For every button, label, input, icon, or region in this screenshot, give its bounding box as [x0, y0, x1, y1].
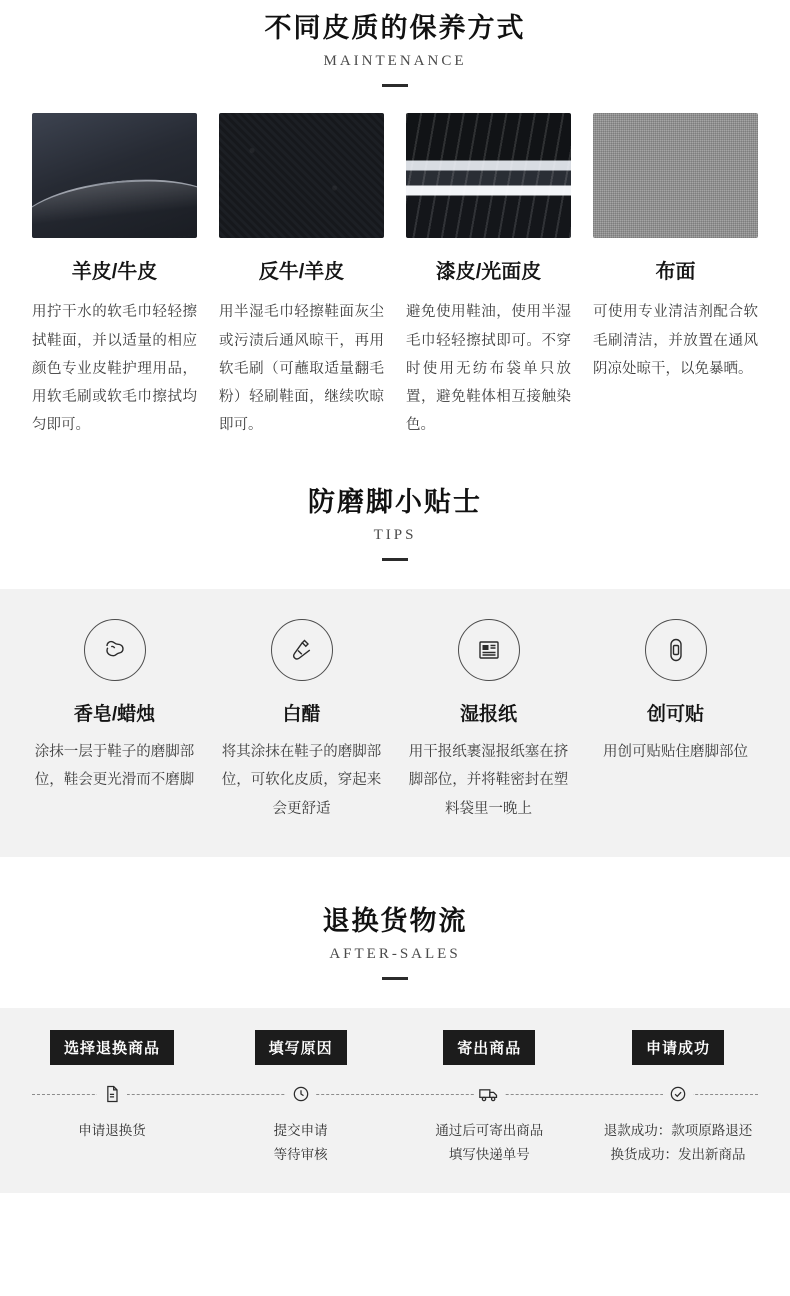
patent-glossy-shoe-image [406, 113, 571, 238]
maintenance-item-text: 避免使用鞋油，使用半湿毛巾轻轻擦拭即可。不穿时使用无纺布袋单只放置，避免鞋体相互接触染色。 [406, 304, 571, 434]
step [215, 1030, 387, 1065]
track-icon-row [16, 1079, 774, 1109]
maintenance-item-title: 漆皮/光面皮 [435, 261, 542, 284]
tips-item [219, 619, 384, 823]
check-circle-icon [663, 1079, 693, 1109]
black-suede-texture-image [219, 113, 384, 238]
tips-item [32, 619, 197, 823]
maintenance-item-text: 用拧干水的软毛巾轻轻擦拭鞋面，并以适量的相应颜色专业皮鞋护理用品，用软毛刷或软毛巾擦拭均匀即可。 [32, 304, 197, 434]
truck-icon [474, 1079, 504, 1109]
step [592, 1030, 764, 1065]
step-description [403, 1119, 575, 1166]
black-leather-shoe-closeup-image [32, 113, 197, 238]
step-description-line: 填写快递单号 [448, 1146, 530, 1162]
step-description [215, 1119, 387, 1166]
maintenance-section [0, 0, 790, 440]
step-description-line: 通过后可寄出商品 [435, 1123, 544, 1139]
after-sales-title: 退换货物流 [322, 905, 468, 936]
maintenance-subtitle: MAINTENANCE [323, 53, 467, 70]
status-badge: 申请成功 [632, 1030, 724, 1065]
vinegar-bottle-icon [271, 619, 333, 681]
step-description-line: 提交申请 [273, 1123, 328, 1139]
maintenance-heading [0, 12, 790, 87]
maintenance-item [593, 113, 758, 439]
soap-bar-icon [84, 619, 146, 681]
tips-heading [0, 486, 790, 561]
divider [382, 977, 408, 980]
maintenance-item-title: 反牛/羊皮 [258, 261, 345, 284]
tips-subtitle: TIPS [373, 527, 417, 544]
maintenance-item [32, 113, 197, 439]
tips-item-text: 涂抹一层于鞋子的磨脚部位，鞋会更光滑而不磨脚 [34, 744, 195, 789]
tips-item [593, 619, 758, 823]
tips-item [406, 619, 571, 823]
tips-item-text: 用创可贴贴住磨脚部位 [603, 744, 748, 761]
maintenance-item-title: 羊皮/牛皮 [71, 261, 158, 284]
status-badge: 寄出商品 [443, 1030, 535, 1065]
tips-section [0, 486, 790, 857]
maintenance-item-text: 用半湿毛巾轻擦鞋面灰尘或污渍后通风晾干，再用软毛刷（可蘸取适量翻毛粉）轻刷鞋面，继续吹晾即可。 [219, 304, 384, 434]
track-slot [403, 1079, 575, 1109]
step-description [26, 1119, 198, 1166]
bandage-icon [645, 619, 707, 681]
steps-chip-row [16, 1030, 774, 1065]
after-sales-heading [0, 905, 790, 980]
status-badge: 填写原因 [255, 1030, 347, 1065]
step-description-line: 等待审核 [273, 1146, 328, 1162]
divider [382, 558, 408, 561]
after-sales-section [0, 905, 790, 1193]
tips-item-text: 用干报纸裹湿报纸塞在挤脚部位，并将鞋密封在塑料袋里一晚上 [408, 744, 569, 817]
step-description-line: 退款成功：款项原路退还 [603, 1123, 753, 1139]
step [403, 1030, 575, 1065]
tips-item-title: 白醋 [282, 704, 321, 726]
step [26, 1030, 198, 1065]
tips-title: 防磨脚小贴士 [308, 486, 482, 517]
after-sales-band [0, 1008, 790, 1192]
page-title: 不同皮质的保养方式 [264, 13, 526, 43]
grey-fabric-texture-image [593, 113, 758, 238]
newspaper-icon [458, 619, 520, 681]
track-slot [592, 1079, 764, 1109]
progress-track [16, 1079, 774, 1109]
maintenance-item [406, 113, 571, 439]
tips-grid [18, 619, 772, 823]
step-description-line: 申请退换货 [78, 1123, 146, 1139]
steps-desc-row [16, 1109, 774, 1166]
step-description-line: 换货成功：发出新商品 [610, 1146, 746, 1162]
step-description [592, 1119, 764, 1166]
track-slot [215, 1079, 387, 1109]
tips-item-text: 将其涂抹在鞋子的磨脚部位，可软化皮质，穿起来会更舒适 [221, 744, 382, 817]
tips-item-title: 香皂/蜡烛 [73, 704, 156, 726]
clock-icon [286, 1079, 316, 1109]
maintenance-item [219, 113, 384, 439]
maintenance-item-title: 布面 [655, 261, 696, 284]
maintenance-item-text: 可使用专业清洁剂配合软毛刷清洁，并放置在通风阴凉处晾干，以免暴晒。 [593, 304, 758, 377]
status-badge: 选择退换商品 [50, 1030, 174, 1065]
tips-item-title: 湿报纸 [459, 704, 517, 726]
tips-band [0, 589, 790, 857]
track-slot [26, 1079, 198, 1109]
maintenance-grid [0, 87, 790, 439]
document-pen-icon [97, 1079, 127, 1109]
tips-item-title: 创可贴 [646, 704, 704, 726]
after-sales-subtitle: AFTER-SALES [329, 946, 461, 963]
